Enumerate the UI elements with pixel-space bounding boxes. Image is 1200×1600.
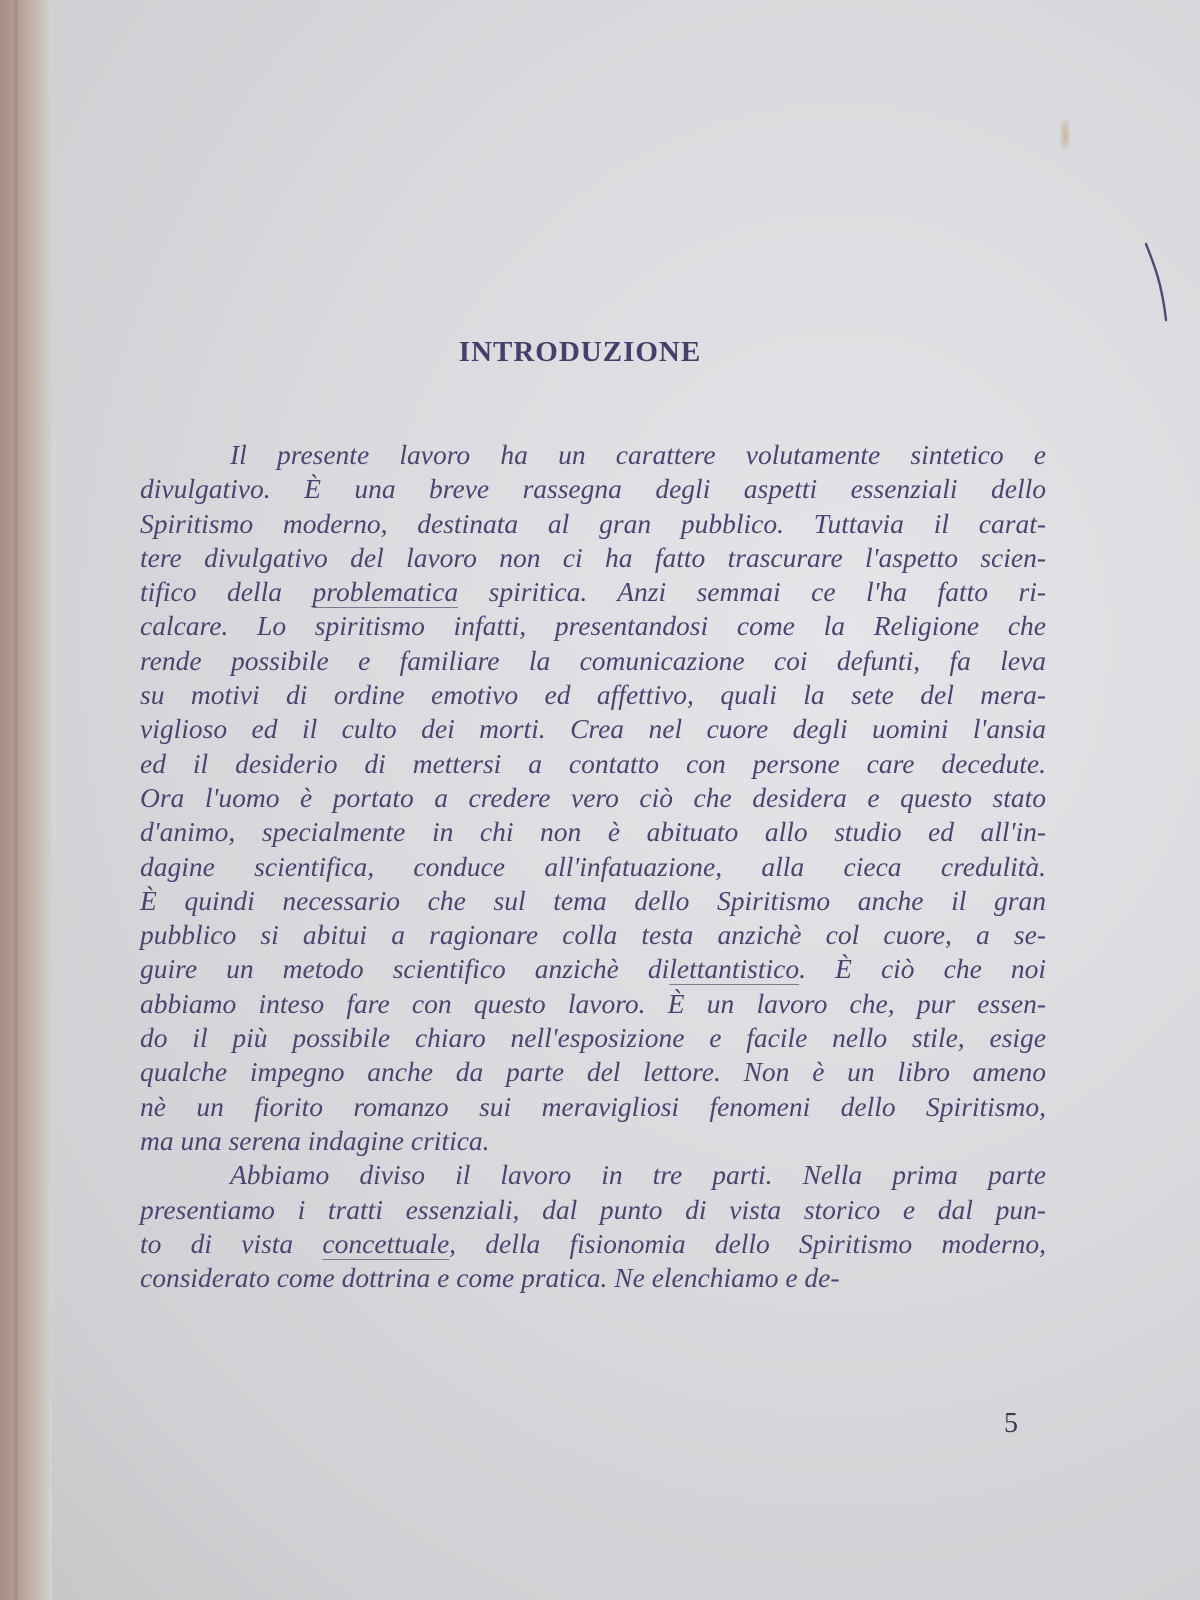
text-line: Abbiamo diviso il lavoro in tre parti. Nella prima parte: [230, 1159, 1046, 1191]
text-line: [140, 575, 1046, 609]
text-line: dagine scientifica, conduce all'infatuazione, alla cieca credulità.: [140, 850, 1046, 882]
text-line: nè un fiorito romanzo sui meravigliosi fenomeni dello Spiritismo,: [140, 1090, 1046, 1122]
text-line: tere divulgativo del lavoro non ci ha fatto trascurare l'aspetto scien-: [140, 541, 1046, 573]
text-line: Il presente lavoro ha un carattere volutamente sintetico e: [230, 439, 1046, 470]
page-number: 5: [1004, 1408, 1018, 1439]
text-line: rende possibile e familiare la comunicazione coi defunti, fa leva: [140, 644, 1046, 676]
underlined-word: lettantistico: [669, 953, 800, 985]
paper-stain: [1060, 120, 1070, 150]
text-line: considerato come dottrina e come pratica. Ne elenchiamo e de-: [140, 1262, 840, 1294]
text-fragment: spiritica. Anzi semmai ce l'ha fatto ri-: [458, 576, 1046, 608]
book-binding: [0, 0, 52, 1600]
body-text: [140, 438, 1046, 1295]
pencil-margin-mark: [1140, 240, 1180, 330]
text-fragment: guire un metodo scientifico anzichè di: [140, 953, 670, 985]
text-fragment: tifico della: [140, 576, 313, 608]
binding-edge: [14, 0, 18, 1600]
text-line: presentiamo i tratti essenziali, dal punto di vista storico e dal pun-: [140, 1193, 1046, 1225]
text-line: do il più possibile chiaro nell'esposizione e facile nello stile, esige: [140, 1022, 1046, 1054]
underlined-word: concettuale: [322, 1227, 450, 1259]
text-line: calcare. Lo spiritismo infatti, presentandosi come la Religione che: [140, 610, 1046, 642]
text-line: viglioso ed il culto dei morti. Crea nel cuore degli uomini l'ansia: [140, 713, 1046, 745]
text-line: qualche impegno anche da parte del lettore. Non è un libro ameno: [140, 1056, 1046, 1088]
paragraph-1: [140, 438, 1046, 1158]
chapter-title: INTRODUZIONE: [458, 336, 702, 368]
paragraph-2: [140, 1158, 1046, 1295]
text-line: divulgativo. È una breve rassegna degli aspetti essenziali dello: [140, 473, 1046, 505]
underlined-word: problematica: [312, 576, 459, 608]
text-fragment: , della fisionomia dello Spiritismo moderno,: [449, 1227, 1046, 1259]
text-line: pubblico si abitui a ragionare colla testa anzichè col cuore, a se-: [140, 919, 1046, 951]
text-line: ma una serena indagine critica.: [140, 1124, 490, 1156]
text-line: abbiamo inteso fare con questo lavoro. È un lavoro che, pur essen-: [140, 987, 1046, 1019]
text-line: su motivi di ordine emotivo ed affettivo, quali la sete del mera-: [140, 679, 1046, 711]
text-line: È quindi necessario che sul tema dello Spiritismo anche il gran: [140, 884, 1046, 916]
text-line: d'animo, specialmente in chi non è abituato allo studio ed all'in-: [140, 816, 1046, 848]
text-line: ed il desiderio di mettersi a contatto con persone care decedute.: [140, 747, 1046, 779]
text-line: [140, 952, 1046, 986]
text-line: [140, 1227, 1046, 1261]
text-fragment: to di vista: [140, 1227, 323, 1259]
text-fragment: . È ciò che noi: [799, 953, 1046, 985]
text-line: Ora l'uomo è portato a credere vero ciò che desidera e questo stato: [140, 781, 1046, 813]
text-line: Spiritismo moderno, destinata al gran pubblico. Tuttavia il carat-: [140, 507, 1046, 539]
